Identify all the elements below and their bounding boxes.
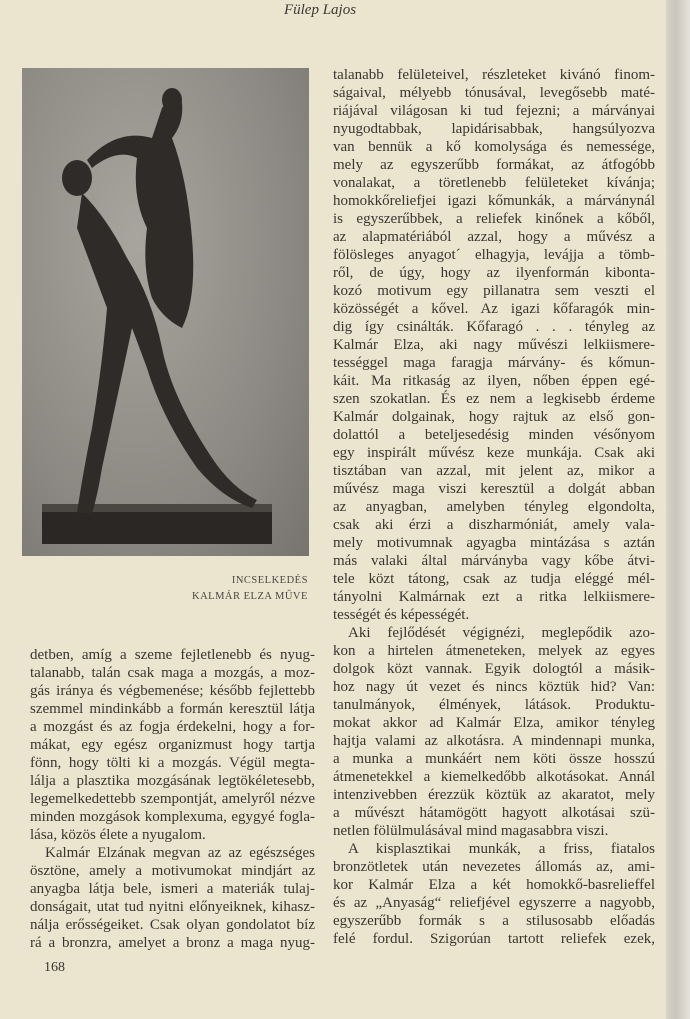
- text-line: mákat, egy egész organizmust hogy tartja: [30, 737, 315, 753]
- text-line: közösségét a kővel. Az igazi kőfaragók min-: [333, 301, 655, 317]
- text-line: homokkőreliefjei igazi kőmunkák, a márványnál: [333, 193, 655, 209]
- text-line: kon a hirtelen átmeneteken, melyek az egyes: [333, 643, 655, 659]
- text-line: Kalmár Elza, aki nagy művészi lelkiismere-: [333, 337, 655, 353]
- text-line: hajtja valami az alkotásra. A mindennapi munka,: [333, 733, 655, 749]
- text-line: vonalakat, a töretlenebb felületeket kívánja;: [333, 175, 655, 191]
- text-line: nyugodtabbak, lapidárisabbak, hangsúlyozva: [333, 121, 655, 137]
- sculpture-photograph: [22, 68, 309, 556]
- text-line: detben, amíg a szeme fejletlenebb és nyug-: [30, 647, 315, 663]
- text-line: az anyagban, amelyben tényleg elgondolta,: [333, 499, 655, 515]
- text-line: szemmel mindinkább a formán keresztül látja: [30, 701, 315, 717]
- text-line: kozó motivum egy pillanatra sem veszti el: [333, 283, 655, 299]
- text-line: csak aki érzi a diszharmóniát, amely vala-: [333, 517, 655, 533]
- text-line: tele közt tátong, csak az tudja eléggé mél-: [333, 571, 655, 587]
- text-line: legemelkedettebb szempontját, amelyről nézve: [30, 791, 315, 807]
- text-line: mely az egyszerűbb formákat, az átfogóbb: [333, 157, 655, 173]
- text-line: ságaival, mélyebb tónusával, levegősebb maté-: [333, 85, 655, 101]
- text-line: nálja erősségeiket. Csak olyan gondolatot bíz: [30, 917, 315, 933]
- text-line: minden mozgások komplexuma, egygyé fogla-: [30, 809, 315, 825]
- text-line: mely motivumnak agyagba mintázása s aztán: [333, 535, 655, 551]
- text-line: tanulmányok, élmények, látások. Produktu-: [333, 697, 655, 713]
- text-line: van bennük a kő komolysága és nemessége,: [333, 139, 655, 155]
- text-line: más valaki által márványba vagy kőbe átvi-: [333, 553, 655, 569]
- text-line: tisztában van azzal, mit jelent az, mikor a: [333, 463, 655, 479]
- text-line: egyszerűbb formák s a stilusosabb előadás: [333, 913, 655, 929]
- text-line: tességgel maga faragja márvány- és kőmun-: [333, 355, 655, 371]
- text-line: és az „Anyaság“ reliefjével egyszerre a nagyobb,: [333, 895, 655, 911]
- text-line: riájával világosan ki tud fejezni; a márványai: [333, 103, 655, 119]
- text-line: gás iránya és végbemenése; később fejlettebb: [30, 683, 315, 699]
- text-line: intenzivebben érezzük köztük az akaratot, mely: [333, 787, 655, 803]
- text-line: talanabb, talán csak maga a mozgás, a moz-: [30, 665, 315, 681]
- text-line: dig így csinálták. Kőfaragó . . . tényleg az: [333, 319, 655, 335]
- text-line: káit. Ma ritkaság az ilyen, nőben éppen egé-: [333, 373, 655, 389]
- text-line: művész maga viszi keresztül a dolgát abban: [333, 481, 655, 497]
- text-line: rá a bronzra, amelyet a bronz a maga nyug-: [30, 935, 315, 951]
- text-line: szen szokatlan. És ez nem a legkisebb érdeme: [333, 391, 655, 407]
- text-line: anyagba látja bele, ismeri a materiák tulaj-: [30, 881, 315, 897]
- text-line: netlen fölülmulásával mind magasabbra viszi.: [333, 823, 609, 839]
- text-line: kor Kalmár Elza a két homokkő-basrelieffel: [333, 877, 655, 893]
- text-line: Kalmár dolgainak, hogy rajtuk az első gon-: [333, 409, 655, 425]
- caption-credit: KALMÁR ELZA MŰVE: [192, 591, 308, 602]
- text-line: talanabb felületeivel, részleteket kivánó finom-: [333, 67, 655, 83]
- caption-title: INCSELKEDÉS: [231, 575, 308, 586]
- text-line: ösztöne, amely a motivumokat mindjárt az: [30, 863, 315, 879]
- text-line: dolattól a beteljesedésig minden vésőnyom: [333, 427, 655, 443]
- page-binding-edge: [666, 0, 690, 1019]
- text-line: donságait, utat tud nyitni előnyeiknek, kihasz-: [30, 899, 315, 915]
- text-line: lálja a plasztika mozgásának legtökéletesebb,: [30, 773, 315, 789]
- text-line: mokat akkor ad Kalmár Elza, amikor tényleg: [333, 715, 655, 731]
- text-line: A kisplasztikai munkák, a friss, fiatalos: [348, 841, 655, 857]
- text-line: a munka a munkáért nem köti össze hosszú: [333, 751, 655, 767]
- text-line: fölösleges anyagot´ elhagyja, levájja a tömb-: [333, 247, 655, 263]
- text-line: bronzötletek után nevezetes állomás az, ami-: [333, 859, 655, 875]
- right-text-column: [333, 66, 655, 948]
- text-line: lása, közös élete a nyugalom.: [30, 827, 206, 843]
- text-line: a művészt hátamögött hagyott alkotásai szü-: [333, 805, 655, 821]
- text-line: felé fordul. Szigorúan tartott reliefek ezek,: [333, 931, 655, 947]
- text-line: ről, de úgy, hogy az ilyenformán kibonta-: [333, 265, 655, 281]
- text-line: Aki fejlődését végignézi, meglepődik azo-: [348, 625, 655, 641]
- running-header: Fülep Lajos: [283, 2, 357, 18]
- sculpture-base: [42, 508, 272, 544]
- page-number: 168: [44, 960, 65, 975]
- text-line: átmenetekkel a kiemelkedőbb alkotásokat. Annál: [333, 769, 655, 785]
- text-line: tességét és képességét.: [333, 607, 470, 623]
- text-line: a mozgást és az fogja érdekelni, hogy a for-: [30, 719, 315, 735]
- text-line: Kalmár Elzának megvan az az egészséges: [45, 845, 315, 861]
- left-text-column: [30, 646, 315, 952]
- text-line: hoz nagy út vezet és nincs köztük hid? Van:: [333, 679, 655, 695]
- figure-caption: [192, 573, 308, 605]
- text-line: fönn, hogy tölti ki a mozgás. Végül megta-: [30, 755, 315, 771]
- text-line: is egyszerűbbek, a reliefek kinőnek a kőből,: [333, 211, 655, 227]
- text-line: egy inspirált művész keze munkája. Csak aki: [333, 445, 655, 461]
- text-line: dolgok közt vannak. Egyik dologtól a másik-: [333, 661, 655, 677]
- text-line: az alapmatériából azzal, hogy a művész a: [333, 229, 655, 245]
- sculpture-figure: [22, 68, 309, 556]
- text-line: tányolni Kalmárnak ezt a ritka lelkiismere-: [333, 589, 655, 605]
